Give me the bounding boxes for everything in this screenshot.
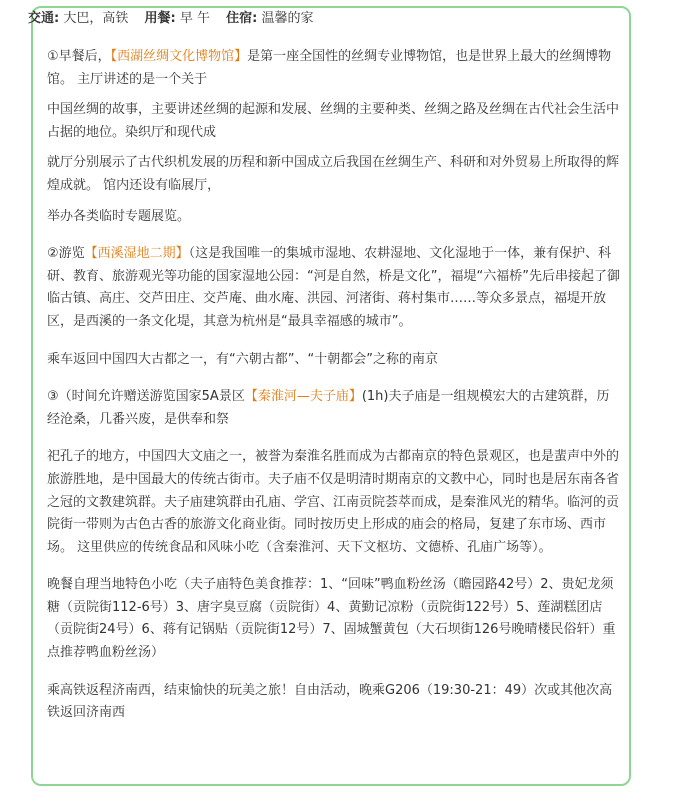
day-summary-bar [28, 10, 313, 28]
meal-value: 早 午 [179, 11, 210, 26]
lodging-label: 住宿: [226, 11, 258, 26]
paragraph-confucius-temple: 祀孔子的地方，中国四大文庙之一，被誉为秦淮名胜而成为古都南京的特色景观区，也是蜚声中外的旅游胜地，是中国最大的传统古街市。夫子庙不仅是明清时期南京的文教中心，同时也是居东南各省之冠的文教建筑群。夫子庙建筑群由孔庙、学宫、江南贡院荟萃而成，是秦淮风光的精华。临河的贡院街一带则为古色古香的旅游文化商业街。同时按历史上形成的庙会的格局，复建了东市场、西市场。 这里供应的传统食品和风味小吃（含秦淮河、天下文枢坊、文德桥、孔庙广场等）。 [47, 449, 620, 555]
meal-label: 用餐: [144, 11, 176, 26]
fuzimiao-prefix: ③（时间允许赠送游览国家5A景区 [47, 389, 245, 405]
paragraph-return-jinan: 乘高铁返程济南西，结束愉快的玩美之旅！自由活动，晚乘G206（19:30-21：49）次或其他次高铁返回济南西 [47, 682, 613, 721]
lodging-value: 温馨的家 [261, 11, 314, 26]
fuzimiao-highlight: 【秦淮河—夫子庙】 [244, 389, 362, 405]
paragraph-return-nanjing: 乘车返回中国四大古都之一，有“六朝古都”、“十朝都会”之称的南京 [47, 351, 438, 367]
silk-museum-prefix: ①早餐后， [47, 49, 111, 64]
fuzimiao-text: (1h)夫子庙是一组规模宏大的古建筑群，历经沧桑，几番兴废，是供奉和祭 [47, 389, 610, 427]
paragraph-xixi-wetland [47, 243, 622, 333]
paragraph-fuzimiao [47, 386, 622, 431]
xixi-text: （这是我国唯一的集城市湿地、农耕湿地、文化湿地于一体，兼有保护、科研、教育、旅游观光等功能的国家湿地公园：“河是自然，桥是文化”，福堤“六福桥”先后串接起了御临古镇、高庄、交芦田庄、交芦庵、曲水庵、洪园、河渚街、蒋村集市……等众多景点，福堤开放区，是西溪的一条文化堤，其意为杭州是“最具幸福感的城市”。 [47, 246, 620, 329]
itinerary-content [47, 46, 622, 725]
silk-museum-highlight: 【西湖丝绸文化博物馆】 [110, 49, 248, 64]
paragraph-exhibition-halls: 就厅分别展示了古代织机发展的历程和新中国成立后我国在丝绸生产、科研和对外贸易上所取得的辉煌成就。 馆内还设有临展厅， [47, 155, 620, 193]
paragraph-silk-museum [47, 46, 622, 91]
transport-value: 大巴，高铁 [63, 11, 129, 26]
xixi-prefix: ②游览 [47, 246, 85, 262]
paragraph-silk-story: 中国丝绸的故事，主要讲述丝绸的起源和发展、丝绸的主要种类、丝绸之路及丝绸在古代社会生活中占据的地位。染织厅和现代成 [47, 102, 620, 140]
xixi-highlight: 【西溪湿地二期】 [84, 246, 189, 262]
transport-label: 交通: [28, 11, 60, 26]
silk-museum-text: 是第一座全国性的丝绸专业博物馆，也是世界上最大的丝绸博物馆。 主厅讲述的是一个关于 [47, 49, 612, 87]
paragraph-temporary-exhibits: 举办各类临时专题展览。 [47, 208, 191, 224]
paragraph-dinner-recommendations: 晚餐自理当地特色小吃（夫子庙特色美食推荐：1、“回味”鸭血粉丝汤（瞻园路42号）2、贵妃龙须糖（贡院街112-6号）3、唐字臭豆腐（贡院街）4、黄勤记凉粉（贡院街122号）5、莲湖糕团店（贡院街24号）6、蒋有记锅贴（贡院街12号）7、固城蟹黄包（大石坝街126号晚晴楼民俗轩）重点推荐鸭血粉丝汤） [47, 577, 616, 661]
